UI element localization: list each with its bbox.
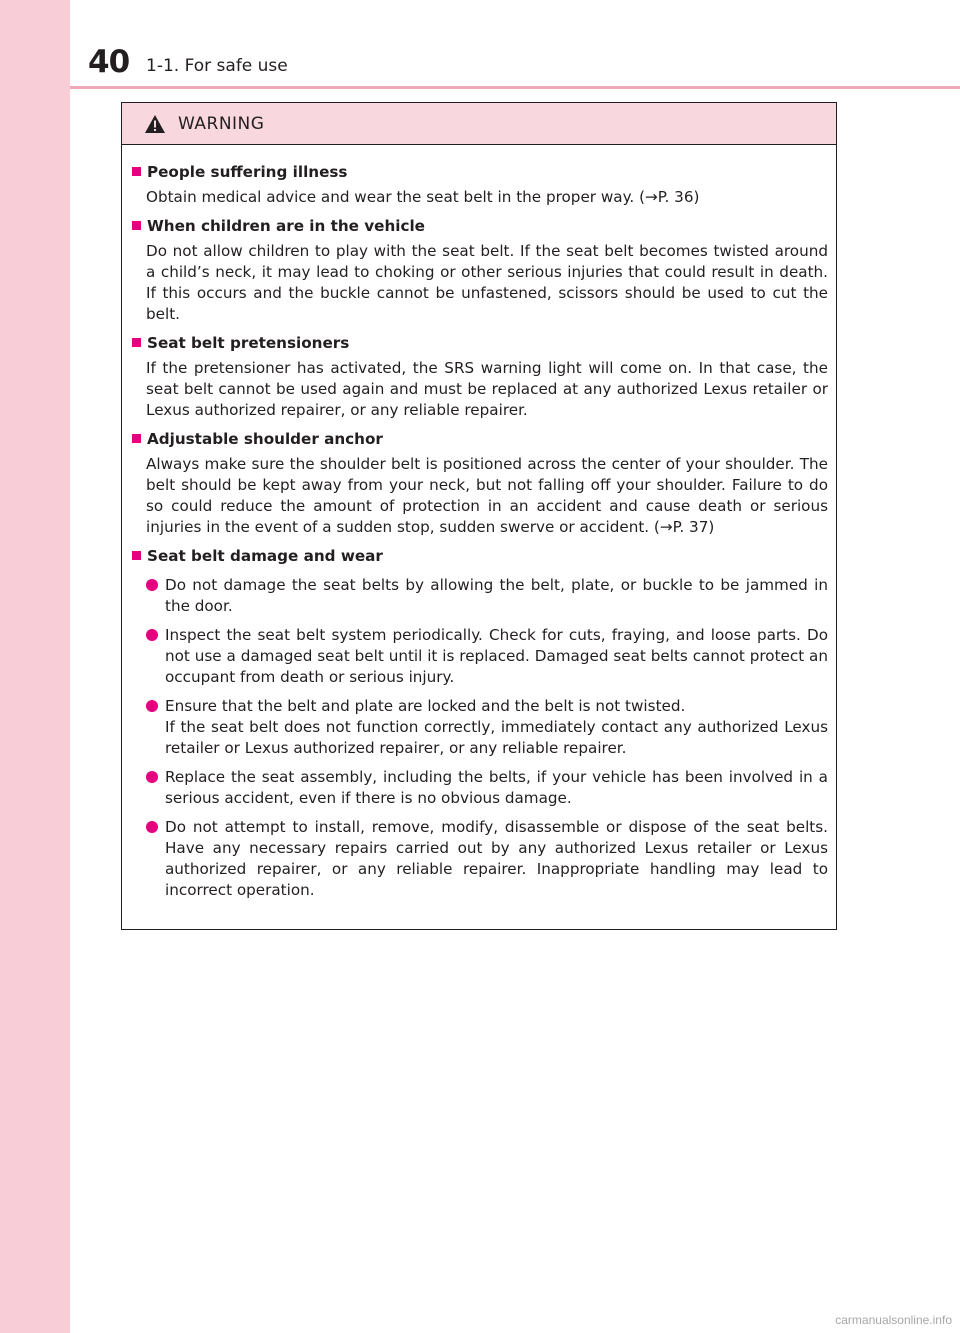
list-item-text: Do not attempt to install, remove, modify, disassemble or dispose of the seat belts. Have any necessary repairs carried out by any authorized Lexus retailer or Lexus authorized repairer, or any reliable repairer. Inappropriate handling may lead to incorrect operation. — [165, 818, 828, 899]
list-item-text: Replace the seat assembly, including the belts, if your vehicle has been involved in a serious accident, even if there is no obvious damage. — [165, 768, 828, 807]
subhead-text: Seat belt pretensioners — [147, 334, 350, 352]
warning-box — [121, 102, 837, 930]
list-item — [146, 817, 828, 901]
subhead-text: Seat belt damage and wear — [147, 547, 383, 565]
list-item — [146, 767, 828, 809]
subhead-pretensioners — [132, 333, 828, 354]
list-item-body — [165, 696, 828, 759]
subhead-text: People suffering illness — [147, 163, 348, 181]
page-number: 40 — [88, 44, 130, 80]
subhead-children — [132, 216, 828, 237]
list-item-continuation: If the seat belt does not function correctly, immediately contact any authorized Lexus retailer or Lexus authorized repairer, or any reliable repairer. — [165, 718, 828, 757]
paragraph-illness: Obtain medical advice and wear the seat belt in the proper way. (→P. 36) — [146, 188, 700, 206]
paragraph-pretensioners: If the pretensioner has activated, the SRS warning light will come on. In that case, the seat belt cannot be used again and must be replaced at any authorized Lexus retailer or Lexus authorized repairer, or any reliable repairer. — [146, 359, 828, 419]
circle-bullet-icon — [146, 629, 158, 641]
watermark: carmanualsonline.info — [835, 1313, 952, 1327]
circle-bullet-icon — [146, 579, 158, 591]
square-bullet-icon — [132, 221, 141, 230]
circle-bullet-icon — [146, 700, 158, 712]
square-bullet-icon — [132, 167, 141, 176]
list-item — [146, 575, 828, 617]
circle-bullet-icon — [146, 771, 158, 783]
square-bullet-icon — [132, 434, 141, 443]
paragraph-shoulder-anchor: Always make sure the shoulder belt is positioned across the center of your shoulder. The belt should be kept away from your neck, but not falling off your shoulder. Failure to do so could reduce the amount of protection in an accident and cause death or serious injuries in the event of a sudden stop, sudden swerve or accident. (→P. 37) — [146, 455, 828, 536]
warning-body — [122, 145, 836, 901]
warning-triangle-icon — [144, 114, 166, 134]
subhead-text: When children are in the vehicle — [147, 217, 425, 235]
square-bullet-icon — [132, 551, 141, 560]
warning-title: WARNING — [178, 113, 265, 134]
circle-bullet-icon — [146, 821, 158, 833]
subhead-damage-wear — [132, 546, 828, 567]
list-item — [146, 625, 828, 688]
subhead-illness — [132, 162, 828, 183]
header-rule — [70, 86, 960, 89]
paragraph-children: Do not allow children to play with the seat belt. If the seat belt becomes twisted around a child’s neck, it may lead to choking or other serious injuries that could result in death. If this occurs and the buckle cannot be unfastened, scissors should be used to cut the belt. — [146, 242, 828, 323]
section-title: 1-1. For safe use — [146, 56, 288, 76]
list-item-text: Do not damage the seat belts by allowing the belt, plate, or buckle to be jammed in the door. — [165, 576, 828, 615]
subhead-text: Adjustable shoulder anchor — [147, 430, 383, 448]
subhead-shoulder-anchor — [132, 429, 828, 450]
list-item-text: Ensure that the belt and plate are locked and the belt is not twisted. — [165, 697, 686, 715]
warning-header — [122, 103, 836, 145]
list-item — [146, 696, 828, 759]
square-bullet-icon — [132, 338, 141, 347]
list-item-text: Inspect the seat belt system periodically. Check for cuts, fraying, and loose parts. Do not use a damaged seat belt until it is replaced. Damaged seat belts cannot protect an occupant from death or serious injury. — [165, 626, 828, 686]
side-band — [0, 0, 70, 1333]
